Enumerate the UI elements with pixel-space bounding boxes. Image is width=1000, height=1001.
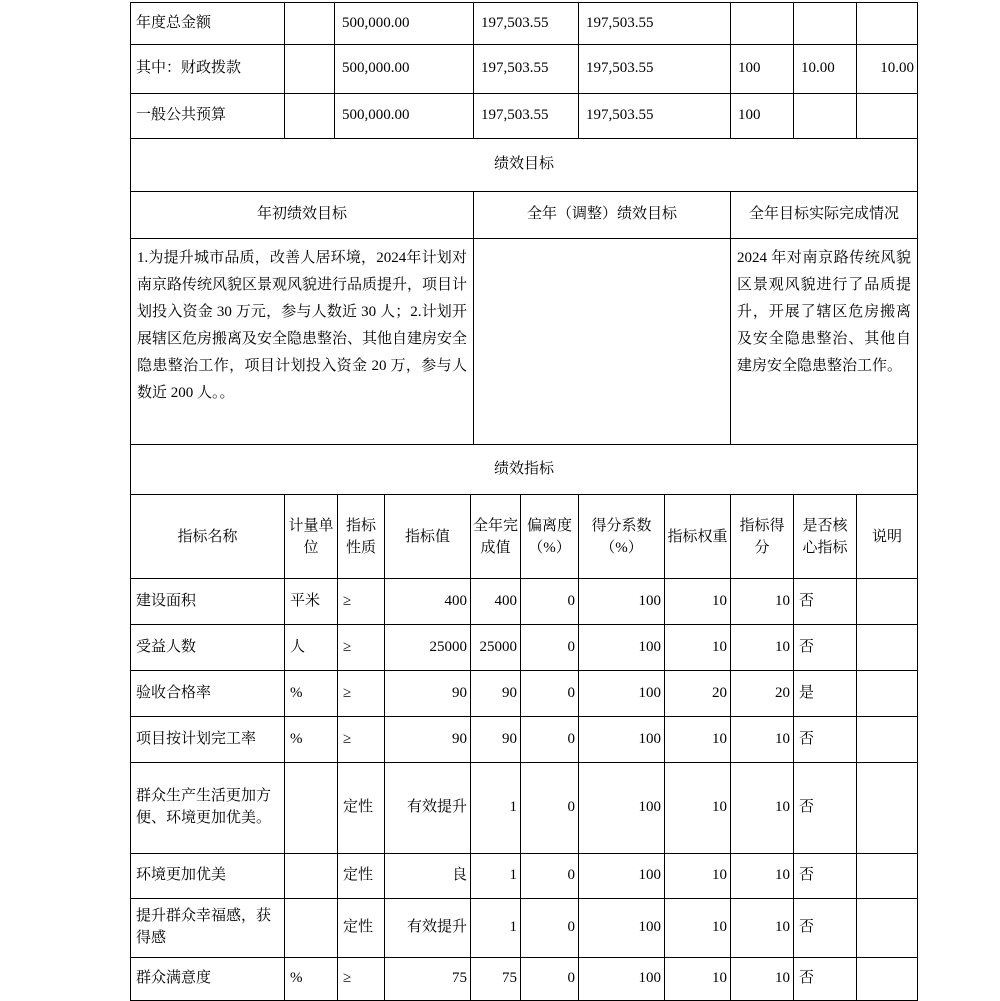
goals-col-initial: 年初绩效目标 <box>131 192 474 239</box>
goals-content-row <box>131 239 918 445</box>
finance-row-public-budget <box>131 94 918 139</box>
finance-rate <box>731 3 794 45</box>
indicators-section-header-row <box>131 445 918 495</box>
indicator-note <box>857 671 918 717</box>
indicator-nature: ≥ <box>338 717 385 763</box>
indicator-completed-value: 1 <box>471 899 521 958</box>
indicator-name: 提升群众幸福感，获得感 <box>131 899 285 958</box>
indicator-score: 10 <box>731 763 794 854</box>
finance-weight <box>794 3 857 45</box>
indicator-name: 项目按计划完工率 <box>131 717 285 763</box>
indicator-score-coefficient: 100 <box>579 763 665 854</box>
finance-label: 年度总金额 <box>131 3 285 45</box>
indicator-deviation: 0 <box>521 579 579 625</box>
indicator-unit: 平米 <box>285 579 338 625</box>
indicator-core-flag: 否 <box>794 717 857 763</box>
finance-score <box>857 3 918 45</box>
finance-completed-amount: 197,503.55 <box>579 45 731 94</box>
finance-actual-amount: 197,503.55 <box>474 3 579 45</box>
indicator-row <box>131 899 918 958</box>
finance-budget-amount: 500,000.00 <box>335 3 474 45</box>
indicator-score: 10 <box>731 579 794 625</box>
indicator-completed-value: 25000 <box>471 625 521 671</box>
finance-actual-amount: 197,503.55 <box>474 94 579 139</box>
indicator-target-value: 75 <box>385 958 471 1001</box>
indicators-table <box>130 444 918 1001</box>
indicator-unit <box>285 854 338 899</box>
indicator-nature: ≥ <box>338 579 385 625</box>
indicator-nature: ≥ <box>338 958 385 1001</box>
col-header-target-value: 指标值 <box>385 495 471 579</box>
indicator-note <box>857 717 918 763</box>
indicator-deviation: 0 <box>521 899 579 958</box>
col-header-nature: 指标性质 <box>338 495 385 579</box>
indicator-nature: 定性 <box>338 899 385 958</box>
indicator-core-flag: 否 <box>794 958 857 1001</box>
finance-row-fiscal-appropriation <box>131 45 918 94</box>
indicator-name: 验收合格率 <box>131 671 285 717</box>
indicator-deviation: 0 <box>521 717 579 763</box>
indicator-weight: 10 <box>665 717 731 763</box>
indicator-note <box>857 854 918 899</box>
finance-completed-amount: 197,503.55 <box>579 3 731 45</box>
goals-section-header-row <box>131 139 918 192</box>
col-header-indicator-name: 指标名称 <box>131 495 285 579</box>
indicator-core-flag: 否 <box>794 854 857 899</box>
indicator-score: 10 <box>731 854 794 899</box>
goals-col-actual: 全年目标实际完成情况 <box>731 192 918 239</box>
col-header-note: 说明 <box>857 495 918 579</box>
indicator-weight: 10 <box>665 763 731 854</box>
goals-section-title: 绩效目标 <box>131 139 918 192</box>
finance-cell <box>285 94 335 139</box>
indicator-score: 10 <box>731 717 794 763</box>
indicator-score-coefficient: 100 <box>579 579 665 625</box>
indicator-core-flag: 否 <box>794 579 857 625</box>
indicator-score: 20 <box>731 671 794 717</box>
indicators-section-title: 绩效指标 <box>131 445 918 495</box>
indicator-unit: % <box>285 717 338 763</box>
indicator-score-coefficient: 100 <box>579 717 665 763</box>
indicator-row <box>131 854 918 899</box>
finance-row-annual-total <box>131 3 918 45</box>
indicator-note <box>857 579 918 625</box>
finance-cell <box>285 45 335 94</box>
indicator-target-value: 90 <box>385 671 471 717</box>
finance-weight <box>794 94 857 139</box>
indicator-nature: 定性 <box>338 763 385 854</box>
indicator-nature: 定性 <box>338 854 385 899</box>
indicator-row <box>131 625 918 671</box>
finance-weight: 10.00 <box>794 45 857 94</box>
finance-budget-amount: 500,000.00 <box>335 94 474 139</box>
indicator-name: 环境更加优美 <box>131 854 285 899</box>
indicator-weight: 10 <box>665 854 731 899</box>
indicator-note <box>857 958 918 1001</box>
report-table-sheet <box>130 2 917 1001</box>
indicator-unit: % <box>285 958 338 1001</box>
indicator-note <box>857 625 918 671</box>
indicator-note <box>857 899 918 958</box>
indicator-weight: 10 <box>665 579 731 625</box>
indicator-unit: 人 <box>285 625 338 671</box>
indicator-unit <box>285 899 338 958</box>
col-header-completed-value: 全年完成值 <box>471 495 521 579</box>
indicator-deviation: 0 <box>521 671 579 717</box>
indicator-score-coefficient: 100 <box>579 625 665 671</box>
indicator-score-coefficient: 100 <box>579 899 665 958</box>
goals-column-header-row <box>131 192 918 239</box>
indicator-target-value: 25000 <box>385 625 471 671</box>
indicator-row <box>131 717 918 763</box>
indicator-score-coefficient: 100 <box>579 958 665 1001</box>
col-header-core-indicator: 是否核心指标 <box>794 495 857 579</box>
finance-table <box>130 2 918 139</box>
indicator-completed-value: 1 <box>471 763 521 854</box>
col-header-score-coefficient: 得分系数（%） <box>579 495 665 579</box>
goals-adjusted-text <box>474 239 731 445</box>
finance-actual-amount: 197,503.55 <box>474 45 579 94</box>
finance-completed-amount: 197,503.55 <box>579 94 731 139</box>
indicator-core-flag: 否 <box>794 899 857 958</box>
indicator-name: 受益人数 <box>131 625 285 671</box>
indicators-column-header-row <box>131 495 918 579</box>
indicator-target-value: 400 <box>385 579 471 625</box>
goals-actual-text: 2024 年对南京路传统风貌区景观风貌进行了品质提升，开展了辖区危房搬离及安全隐患整治、其他自建房安全隐患整治工作。 <box>731 239 918 445</box>
indicator-completed-value: 90 <box>471 717 521 763</box>
indicator-weight: 10 <box>665 958 731 1001</box>
indicator-name: 群众满意度 <box>131 958 285 1001</box>
indicator-deviation: 0 <box>521 958 579 1001</box>
indicator-score-coefficient: 100 <box>579 671 665 717</box>
indicator-weight: 10 <box>665 625 731 671</box>
col-header-deviation: 偏离度（%） <box>521 495 579 579</box>
indicator-completed-value: 90 <box>471 671 521 717</box>
indicator-deviation: 0 <box>521 763 579 854</box>
indicator-score: 10 <box>731 625 794 671</box>
indicator-name: 建设面积 <box>131 579 285 625</box>
indicator-target-value: 有效提升 <box>385 763 471 854</box>
indicator-name: 群众生产生活更加方便、环境更加优美。 <box>131 763 285 854</box>
indicator-nature: ≥ <box>338 625 385 671</box>
finance-rate: 100 <box>731 45 794 94</box>
finance-score: 10.00 <box>857 45 918 94</box>
indicator-target-value: 有效提升 <box>385 899 471 958</box>
goals-col-adjusted: 全年（调整）绩效目标 <box>474 192 731 239</box>
indicator-weight: 20 <box>665 671 731 717</box>
indicator-core-flag: 是 <box>794 671 857 717</box>
col-header-score: 指标得分 <box>731 495 794 579</box>
indicator-unit <box>285 763 338 854</box>
goals-initial-text: 1.为提升城市品质，改善人居环境，2024年计划对南京路传统风貌区景观风貌进行品质提升，项目计划投入资金 30 万元，参与人数近 30 人；2.计划开展辖区危房搬离及安全隐患整治、其他自建房安全隐患整治工作，项目计划投入资金 20 万，参与人数近 200 人。。 <box>131 239 474 445</box>
indicator-core-flag: 否 <box>794 763 857 854</box>
indicator-nature: ≥ <box>338 671 385 717</box>
indicator-score: 10 <box>731 958 794 1001</box>
finance-cell <box>285 3 335 45</box>
indicator-completed-value: 1 <box>471 854 521 899</box>
indicator-weight: 10 <box>665 899 731 958</box>
indicator-completed-value: 400 <box>471 579 521 625</box>
indicator-deviation: 0 <box>521 854 579 899</box>
indicator-note <box>857 763 918 854</box>
indicator-row <box>131 958 918 1001</box>
indicator-target-value: 良 <box>385 854 471 899</box>
indicator-target-value: 90 <box>385 717 471 763</box>
indicator-row <box>131 671 918 717</box>
indicator-unit: % <box>285 671 338 717</box>
col-header-weight: 指标权重 <box>665 495 731 579</box>
indicator-row <box>131 579 918 625</box>
finance-label: 其中：财政拨款 <box>131 45 285 94</box>
finance-label: 一般公共预算 <box>131 94 285 139</box>
finance-score <box>857 94 918 139</box>
col-header-unit: 计量单位 <box>285 495 338 579</box>
indicator-deviation: 0 <box>521 625 579 671</box>
finance-budget-amount: 500,000.00 <box>335 45 474 94</box>
indicator-core-flag: 否 <box>794 625 857 671</box>
indicator-row <box>131 763 918 854</box>
finance-rate: 100 <box>731 94 794 139</box>
indicator-score-coefficient: 100 <box>579 854 665 899</box>
indicator-score: 10 <box>731 899 794 958</box>
goals-table <box>130 138 918 445</box>
indicator-completed-value: 75 <box>471 958 521 1001</box>
